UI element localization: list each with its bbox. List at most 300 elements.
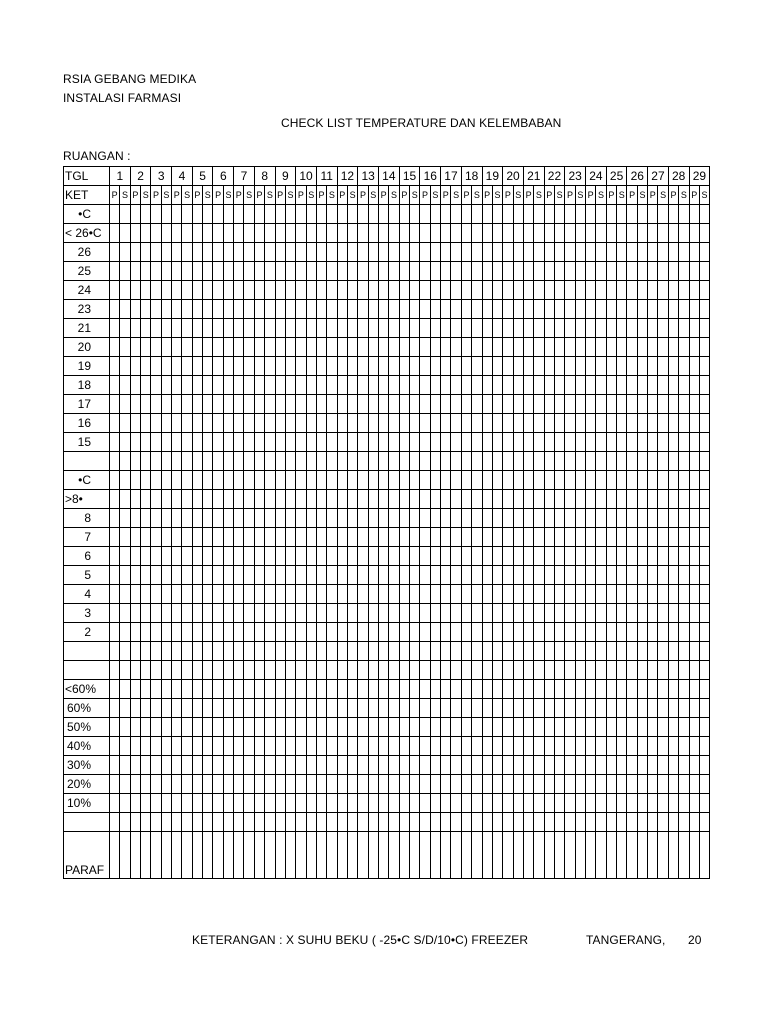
check-cell[interactable] bbox=[472, 775, 482, 794]
check-cell[interactable] bbox=[265, 414, 275, 433]
check-cell[interactable] bbox=[110, 300, 120, 319]
check-cell[interactable] bbox=[492, 300, 502, 319]
check-cell[interactable] bbox=[275, 224, 285, 243]
check-cell[interactable] bbox=[192, 794, 202, 813]
check-cell[interactable] bbox=[679, 395, 689, 414]
check-cell[interactable] bbox=[637, 718, 647, 737]
signature-cell[interactable] bbox=[275, 832, 285, 879]
check-cell[interactable] bbox=[554, 756, 564, 775]
check-cell[interactable] bbox=[513, 680, 523, 699]
check-cell[interactable] bbox=[410, 281, 420, 300]
check-cell[interactable] bbox=[399, 794, 409, 813]
check-cell[interactable] bbox=[482, 490, 492, 509]
check-cell[interactable] bbox=[534, 376, 544, 395]
check-cell[interactable] bbox=[275, 281, 285, 300]
check-cell[interactable] bbox=[554, 433, 564, 452]
check-cell[interactable] bbox=[223, 775, 233, 794]
check-cell[interactable] bbox=[596, 452, 606, 471]
check-cell[interactable] bbox=[637, 319, 647, 338]
signature-cell[interactable] bbox=[161, 832, 171, 879]
check-cell[interactable] bbox=[120, 281, 130, 300]
check-cell[interactable] bbox=[482, 471, 492, 490]
check-cell[interactable] bbox=[586, 604, 596, 623]
check-cell[interactable] bbox=[420, 509, 430, 528]
check-cell[interactable] bbox=[120, 300, 130, 319]
check-cell[interactable] bbox=[337, 452, 347, 471]
check-cell[interactable] bbox=[172, 661, 182, 680]
check-cell[interactable] bbox=[451, 490, 461, 509]
signature-cell[interactable] bbox=[316, 832, 326, 879]
check-cell[interactable] bbox=[523, 718, 533, 737]
check-cell[interactable] bbox=[389, 794, 399, 813]
check-cell[interactable] bbox=[441, 319, 451, 338]
check-cell[interactable] bbox=[327, 699, 337, 718]
check-cell[interactable] bbox=[306, 604, 316, 623]
check-cell[interactable] bbox=[575, 642, 585, 661]
check-cell[interactable] bbox=[327, 623, 337, 642]
check-cell[interactable] bbox=[213, 243, 223, 262]
check-cell[interactable] bbox=[358, 281, 368, 300]
check-cell[interactable] bbox=[347, 718, 357, 737]
check-cell[interactable] bbox=[244, 566, 254, 585]
signature-cell[interactable] bbox=[368, 832, 378, 879]
check-cell[interactable] bbox=[192, 718, 202, 737]
check-cell[interactable] bbox=[523, 661, 533, 680]
check-cell[interactable] bbox=[120, 452, 130, 471]
check-cell[interactable] bbox=[617, 585, 627, 604]
check-cell[interactable] bbox=[161, 775, 171, 794]
check-cell[interactable] bbox=[265, 395, 275, 414]
check-cell[interactable] bbox=[699, 547, 709, 566]
check-cell[interactable] bbox=[182, 661, 192, 680]
check-cell[interactable] bbox=[648, 471, 658, 490]
check-cell[interactable] bbox=[368, 224, 378, 243]
check-cell[interactable] bbox=[316, 775, 326, 794]
check-cell[interactable] bbox=[482, 604, 492, 623]
check-cell[interactable] bbox=[668, 395, 678, 414]
check-cell[interactable] bbox=[285, 376, 295, 395]
check-cell[interactable] bbox=[627, 433, 637, 452]
signature-cell[interactable] bbox=[648, 832, 658, 879]
check-cell[interactable] bbox=[223, 281, 233, 300]
check-cell[interactable] bbox=[410, 680, 420, 699]
check-cell[interactable] bbox=[285, 680, 295, 699]
check-cell[interactable] bbox=[110, 642, 120, 661]
check-cell[interactable] bbox=[275, 566, 285, 585]
signature-cell[interactable] bbox=[699, 832, 709, 879]
check-cell[interactable] bbox=[410, 262, 420, 281]
check-cell[interactable] bbox=[110, 756, 120, 775]
check-cell[interactable] bbox=[410, 395, 420, 414]
check-cell[interactable] bbox=[213, 414, 223, 433]
check-cell[interactable] bbox=[410, 528, 420, 547]
check-cell[interactable] bbox=[596, 205, 606, 224]
check-cell[interactable] bbox=[141, 300, 151, 319]
check-cell[interactable] bbox=[492, 718, 502, 737]
check-cell[interactable] bbox=[575, 471, 585, 490]
check-cell[interactable] bbox=[523, 794, 533, 813]
check-cell[interactable] bbox=[161, 566, 171, 585]
check-cell[interactable] bbox=[534, 623, 544, 642]
check-cell[interactable] bbox=[492, 490, 502, 509]
check-cell[interactable] bbox=[234, 338, 244, 357]
check-cell[interactable] bbox=[492, 224, 502, 243]
check-cell[interactable] bbox=[668, 262, 678, 281]
check-cell[interactable] bbox=[534, 243, 544, 262]
check-cell[interactable] bbox=[689, 395, 699, 414]
check-cell[interactable] bbox=[399, 395, 409, 414]
signature-cell[interactable] bbox=[420, 832, 430, 879]
check-cell[interactable] bbox=[244, 262, 254, 281]
check-cell[interactable] bbox=[523, 300, 533, 319]
check-cell[interactable] bbox=[234, 566, 244, 585]
check-cell[interactable] bbox=[254, 262, 264, 281]
signature-cell[interactable] bbox=[534, 832, 544, 879]
check-cell[interactable] bbox=[523, 623, 533, 642]
check-cell[interactable] bbox=[617, 262, 627, 281]
check-cell[interactable] bbox=[586, 243, 596, 262]
check-cell[interactable] bbox=[513, 794, 523, 813]
check-cell[interactable] bbox=[410, 224, 420, 243]
check-cell[interactable] bbox=[399, 756, 409, 775]
check-cell[interactable] bbox=[637, 376, 647, 395]
check-cell[interactable] bbox=[699, 642, 709, 661]
check-cell[interactable] bbox=[296, 452, 306, 471]
check-cell[interactable] bbox=[275, 813, 285, 832]
check-cell[interactable] bbox=[544, 585, 554, 604]
check-cell[interactable] bbox=[461, 338, 471, 357]
check-cell[interactable] bbox=[441, 509, 451, 528]
check-cell[interactable] bbox=[296, 737, 306, 756]
check-cell[interactable] bbox=[699, 775, 709, 794]
check-cell[interactable] bbox=[575, 243, 585, 262]
check-cell[interactable] bbox=[172, 813, 182, 832]
check-cell[interactable] bbox=[606, 414, 616, 433]
check-cell[interactable] bbox=[358, 547, 368, 566]
check-cell[interactable] bbox=[389, 395, 399, 414]
check-cell[interactable] bbox=[565, 604, 575, 623]
check-cell[interactable] bbox=[461, 300, 471, 319]
check-cell[interactable] bbox=[492, 604, 502, 623]
check-cell[interactable] bbox=[586, 813, 596, 832]
check-cell[interactable] bbox=[368, 547, 378, 566]
check-cell[interactable] bbox=[172, 585, 182, 604]
check-cell[interactable] bbox=[513, 813, 523, 832]
check-cell[interactable] bbox=[337, 604, 347, 623]
check-cell[interactable] bbox=[275, 319, 285, 338]
check-cell[interactable] bbox=[699, 433, 709, 452]
check-cell[interactable] bbox=[203, 338, 213, 357]
signature-cell[interactable] bbox=[182, 832, 192, 879]
check-cell[interactable] bbox=[389, 528, 399, 547]
check-cell[interactable] bbox=[658, 281, 668, 300]
check-cell[interactable] bbox=[503, 509, 513, 528]
check-cell[interactable] bbox=[234, 718, 244, 737]
check-cell[interactable] bbox=[358, 756, 368, 775]
check-cell[interactable] bbox=[451, 338, 461, 357]
check-cell[interactable] bbox=[203, 642, 213, 661]
check-cell[interactable] bbox=[565, 794, 575, 813]
check-cell[interactable] bbox=[523, 737, 533, 756]
check-cell[interactable] bbox=[617, 338, 627, 357]
check-cell[interactable] bbox=[544, 224, 554, 243]
check-cell[interactable] bbox=[492, 243, 502, 262]
check-cell[interactable] bbox=[523, 471, 533, 490]
check-cell[interactable] bbox=[244, 737, 254, 756]
check-cell[interactable] bbox=[523, 433, 533, 452]
check-cell[interactable] bbox=[378, 813, 388, 832]
check-cell[interactable] bbox=[254, 737, 264, 756]
check-cell[interactable] bbox=[482, 338, 492, 357]
check-cell[interactable] bbox=[410, 243, 420, 262]
check-cell[interactable] bbox=[565, 490, 575, 509]
check-cell[interactable] bbox=[337, 756, 347, 775]
check-cell[interactable] bbox=[482, 680, 492, 699]
check-cell[interactable] bbox=[586, 433, 596, 452]
check-cell[interactable] bbox=[254, 300, 264, 319]
check-cell[interactable] bbox=[120, 395, 130, 414]
check-cell[interactable] bbox=[699, 813, 709, 832]
check-cell[interactable] bbox=[316, 794, 326, 813]
check-cell[interactable] bbox=[223, 813, 233, 832]
check-cell[interactable] bbox=[130, 509, 140, 528]
check-cell[interactable] bbox=[513, 642, 523, 661]
check-cell[interactable] bbox=[534, 566, 544, 585]
check-cell[interactable] bbox=[213, 547, 223, 566]
check-cell[interactable] bbox=[368, 566, 378, 585]
check-cell[interactable] bbox=[420, 433, 430, 452]
check-cell[interactable] bbox=[596, 813, 606, 832]
check-cell[interactable] bbox=[182, 205, 192, 224]
check-cell[interactable] bbox=[637, 547, 647, 566]
check-cell[interactable] bbox=[172, 433, 182, 452]
check-cell[interactable] bbox=[296, 604, 306, 623]
check-cell[interactable] bbox=[265, 699, 275, 718]
check-cell[interactable] bbox=[596, 338, 606, 357]
check-cell[interactable] bbox=[606, 433, 616, 452]
check-cell[interactable] bbox=[534, 509, 544, 528]
check-cell[interactable] bbox=[699, 680, 709, 699]
check-cell[interactable] bbox=[617, 471, 627, 490]
check-cell[interactable] bbox=[358, 414, 368, 433]
check-cell[interactable] bbox=[575, 775, 585, 794]
check-cell[interactable] bbox=[285, 414, 295, 433]
check-cell[interactable] bbox=[285, 604, 295, 623]
check-cell[interactable] bbox=[451, 243, 461, 262]
check-cell[interactable] bbox=[389, 585, 399, 604]
check-cell[interactable] bbox=[699, 319, 709, 338]
check-cell[interactable] bbox=[316, 376, 326, 395]
check-cell[interactable] bbox=[648, 357, 658, 376]
check-cell[interactable] bbox=[679, 680, 689, 699]
check-cell[interactable] bbox=[254, 243, 264, 262]
check-cell[interactable] bbox=[130, 699, 140, 718]
check-cell[interactable] bbox=[378, 623, 388, 642]
check-cell[interactable] bbox=[182, 262, 192, 281]
check-cell[interactable] bbox=[275, 737, 285, 756]
check-cell[interactable] bbox=[668, 737, 678, 756]
check-cell[interactable] bbox=[223, 509, 233, 528]
check-cell[interactable] bbox=[430, 756, 440, 775]
check-cell[interactable] bbox=[430, 490, 440, 509]
check-cell[interactable] bbox=[410, 585, 420, 604]
signature-cell[interactable] bbox=[203, 832, 213, 879]
check-cell[interactable] bbox=[172, 376, 182, 395]
check-cell[interactable] bbox=[192, 604, 202, 623]
check-cell[interactable] bbox=[378, 471, 388, 490]
check-cell[interactable] bbox=[554, 775, 564, 794]
check-cell[interactable] bbox=[575, 547, 585, 566]
check-cell[interactable] bbox=[296, 376, 306, 395]
check-cell[interactable] bbox=[347, 262, 357, 281]
check-cell[interactable] bbox=[410, 756, 420, 775]
check-cell[interactable] bbox=[327, 813, 337, 832]
check-cell[interactable] bbox=[679, 604, 689, 623]
check-cell[interactable] bbox=[627, 585, 637, 604]
check-cell[interactable] bbox=[182, 395, 192, 414]
signature-cell[interactable] bbox=[285, 832, 295, 879]
check-cell[interactable] bbox=[410, 547, 420, 566]
check-cell[interactable] bbox=[182, 452, 192, 471]
check-cell[interactable] bbox=[586, 376, 596, 395]
check-cell[interactable] bbox=[172, 338, 182, 357]
check-cell[interactable] bbox=[378, 547, 388, 566]
check-cell[interactable] bbox=[265, 604, 275, 623]
check-cell[interactable] bbox=[420, 642, 430, 661]
check-cell[interactable] bbox=[306, 642, 316, 661]
check-cell[interactable] bbox=[151, 205, 161, 224]
check-cell[interactable] bbox=[203, 281, 213, 300]
signature-cell[interactable] bbox=[606, 832, 616, 879]
check-cell[interactable] bbox=[213, 813, 223, 832]
check-cell[interactable] bbox=[306, 680, 316, 699]
check-cell[interactable] bbox=[627, 528, 637, 547]
check-cell[interactable] bbox=[430, 661, 440, 680]
check-cell[interactable] bbox=[575, 319, 585, 338]
check-cell[interactable] bbox=[472, 452, 482, 471]
check-cell[interactable] bbox=[606, 376, 616, 395]
check-cell[interactable] bbox=[523, 547, 533, 566]
check-cell[interactable] bbox=[254, 319, 264, 338]
check-cell[interactable] bbox=[337, 528, 347, 547]
check-cell[interactable] bbox=[399, 319, 409, 338]
check-cell[interactable] bbox=[648, 243, 658, 262]
check-cell[interactable] bbox=[410, 623, 420, 642]
check-cell[interactable] bbox=[203, 471, 213, 490]
check-cell[interactable] bbox=[554, 205, 564, 224]
check-cell[interactable] bbox=[544, 737, 554, 756]
check-cell[interactable] bbox=[410, 376, 420, 395]
check-cell[interactable] bbox=[492, 547, 502, 566]
check-cell[interactable] bbox=[110, 471, 120, 490]
check-cell[interactable] bbox=[110, 395, 120, 414]
check-cell[interactable] bbox=[513, 357, 523, 376]
check-cell[interactable] bbox=[347, 585, 357, 604]
check-cell[interactable] bbox=[451, 414, 461, 433]
check-cell[interactable] bbox=[130, 585, 140, 604]
check-cell[interactable] bbox=[627, 604, 637, 623]
check-cell[interactable] bbox=[637, 623, 647, 642]
check-cell[interactable] bbox=[399, 813, 409, 832]
check-cell[interactable] bbox=[410, 661, 420, 680]
check-cell[interactable] bbox=[316, 623, 326, 642]
check-cell[interactable] bbox=[389, 623, 399, 642]
check-cell[interactable] bbox=[337, 566, 347, 585]
check-cell[interactable] bbox=[306, 262, 316, 281]
check-cell[interactable] bbox=[503, 604, 513, 623]
check-cell[interactable] bbox=[637, 585, 647, 604]
check-cell[interactable] bbox=[451, 661, 461, 680]
check-cell[interactable] bbox=[503, 224, 513, 243]
check-cell[interactable] bbox=[430, 224, 440, 243]
check-cell[interactable] bbox=[627, 395, 637, 414]
check-cell[interactable] bbox=[648, 813, 658, 832]
check-cell[interactable] bbox=[172, 452, 182, 471]
check-cell[interactable] bbox=[141, 357, 151, 376]
check-cell[interactable] bbox=[275, 414, 285, 433]
check-cell[interactable] bbox=[451, 528, 461, 547]
check-cell[interactable] bbox=[223, 604, 233, 623]
check-cell[interactable] bbox=[699, 509, 709, 528]
check-cell[interactable] bbox=[606, 547, 616, 566]
check-cell[interactable] bbox=[565, 737, 575, 756]
check-cell[interactable] bbox=[161, 300, 171, 319]
check-cell[interactable] bbox=[141, 490, 151, 509]
check-cell[interactable] bbox=[306, 205, 316, 224]
check-cell[interactable] bbox=[389, 813, 399, 832]
signature-cell[interactable] bbox=[265, 832, 275, 879]
signature-cell[interactable] bbox=[472, 832, 482, 879]
check-cell[interactable] bbox=[606, 224, 616, 243]
check-cell[interactable] bbox=[223, 547, 233, 566]
check-cell[interactable] bbox=[296, 756, 306, 775]
check-cell[interactable] bbox=[265, 775, 275, 794]
check-cell[interactable] bbox=[110, 262, 120, 281]
check-cell[interactable] bbox=[627, 718, 637, 737]
check-cell[interactable] bbox=[586, 737, 596, 756]
check-cell[interactable] bbox=[223, 395, 233, 414]
check-cell[interactable] bbox=[120, 794, 130, 813]
check-cell[interactable] bbox=[192, 433, 202, 452]
check-cell[interactable] bbox=[575, 357, 585, 376]
check-cell[interactable] bbox=[234, 395, 244, 414]
check-cell[interactable] bbox=[234, 528, 244, 547]
check-cell[interactable] bbox=[441, 813, 451, 832]
check-cell[interactable] bbox=[275, 490, 285, 509]
check-cell[interactable] bbox=[306, 509, 316, 528]
check-cell[interactable] bbox=[275, 338, 285, 357]
check-cell[interactable] bbox=[265, 357, 275, 376]
check-cell[interactable] bbox=[534, 395, 544, 414]
check-cell[interactable] bbox=[565, 319, 575, 338]
check-cell[interactable] bbox=[327, 262, 337, 281]
check-cell[interactable] bbox=[586, 414, 596, 433]
check-cell[interactable] bbox=[141, 737, 151, 756]
check-cell[interactable] bbox=[596, 281, 606, 300]
check-cell[interactable] bbox=[617, 433, 627, 452]
check-cell[interactable] bbox=[617, 357, 627, 376]
check-cell[interactable] bbox=[234, 490, 244, 509]
check-cell[interactable] bbox=[130, 471, 140, 490]
check-cell[interactable] bbox=[617, 395, 627, 414]
check-cell[interactable] bbox=[658, 547, 668, 566]
check-cell[interactable] bbox=[141, 262, 151, 281]
check-cell[interactable] bbox=[513, 414, 523, 433]
check-cell[interactable] bbox=[358, 566, 368, 585]
check-cell[interactable] bbox=[668, 528, 678, 547]
check-cell[interactable] bbox=[347, 775, 357, 794]
check-cell[interactable] bbox=[461, 794, 471, 813]
